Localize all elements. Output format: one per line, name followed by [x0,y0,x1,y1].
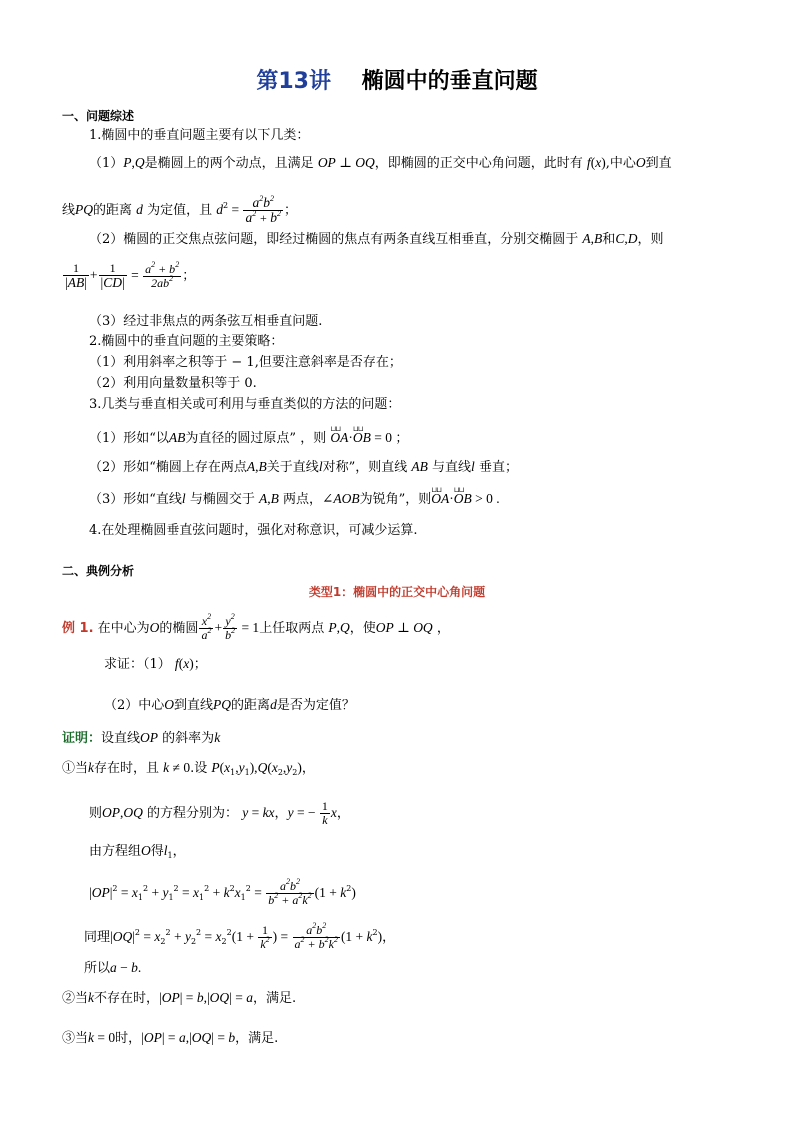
paragraph: （2）中心O到直线PQ的距离d是否为定值？ [104,697,355,713]
paragraph: 线PQ的距离 d 为定值，且 $d^2$ = $\frac{a^2b^2}{a^2 + b^2}$ ； [62,194,298,225]
paragraph: 则OP,OQ 的方程分别为： y = kx，y = − $\frac{1}{k}$ x， [89,799,350,827]
paragraph: （1）P,Q是椭圆上的两个动点，且满足 OP ⊥ OQ，即椭圆的正交中心角问题，此时有 f(x),中心O到直 [89,155,672,171]
paragraph: （2）形如“椭圆上存在两点A,B关于直线l对称”，则直线 AB 与直线l 垂直； [89,459,518,475]
paragraph: （1）形如“以AB为直径的圆过原点” ，则 ⊔⊔ OA·⊔⊔ OB = 0 ； [89,430,408,447]
lecture-number: 第13讲 [256,69,331,94]
paragraph: （3）形如“直线l 与椭圆交于 A,B 两点，∠AOB为锐角”，则⊔⊔ OA·⊔⊔ OB > 0 . [89,491,500,508]
paragraph: （2）利用向量数量积等于 0. [89,376,257,391]
paragraph: 4.在处理椭圆垂直弦问题时，强化对称意识，可减少运算. [89,523,418,538]
paragraph: ②当k不存在时，|OP| = b,|OQ| = a，满足. [62,990,297,1006]
paragraph: 1.椭圆中的垂直问题主要有以下几类： [89,128,310,143]
paragraph: ①当k存在时，且 k ≠ 0.设 $P(x_1,y_1),Q(x_2,y_2)$， [62,760,315,777]
paragraph: （2）椭圆的正交焦点弦问题，即经过椭圆的焦点有两条直线互相垂直，分别交椭圆于 A,B和C,D，则 [89,231,664,247]
paragraph: 所以a − b. [84,960,142,976]
section-heading-2: 二、典例分析 [62,564,135,578]
paragraph: （3）经过非焦点的两条弦互相垂直问题. [89,314,323,329]
formula: 同理$|OQ|^2 = x_2^2 + y_2^2 = x_2^2(1$ + $\frac{1}{k^2}$ ) = $\frac{a^2b^2}{a^2 + b^2k^2}$ $(1 + k^2)$， [84,921,396,951]
paragraph: 由方程组O得$l_1$， [89,843,186,860]
paragraph: 2.椭圆中的垂直问题的主要策略： [89,334,284,349]
paragraph: ③当k = 0时，|OP| = a,|OQ| = b，满足. [62,1030,279,1046]
section-heading-1: 一、问题综述 [62,109,135,123]
formula: $|OP|^2 = x_1^2 + y_1^2 = x_1^2 + k^2x_1^2$ = $\frac{a^2b^2}{b^2 + a^2k^2}$ $(1 + k^2)$ [89,877,356,907]
example-1: 例 1. 在中心为O的椭圆 $\frac{x^2}{a^2}$ + $\frac{y^2}{b^2}$ = 1上任取两点 P,Q，使OP ⊥ OQ ， [62,612,450,642]
paragraph: 3.几类与垂直相关或可利用与垂直类似的方法的问题： [89,397,401,412]
paragraph: 求证：（1） f(x)； [104,656,207,672]
paragraph: （1）利用斜率之积等于 − 1,但要注意斜率是否存在； [89,355,402,370]
lecture-title: 椭圆中的垂直问题 [361,69,538,94]
formula: $\frac{1}{|AB|}$ + $\frac{1}{|CD|}$ = $\frac{a^2 + b^2}{2ab^2}$ ； [65,259,196,290]
paragraph: 证明：设直线OP 的斜率为k [62,730,221,746]
page-title [0,64,794,95]
type-heading: 类型1：椭圆中的正交中心角问题 [308,585,486,599]
